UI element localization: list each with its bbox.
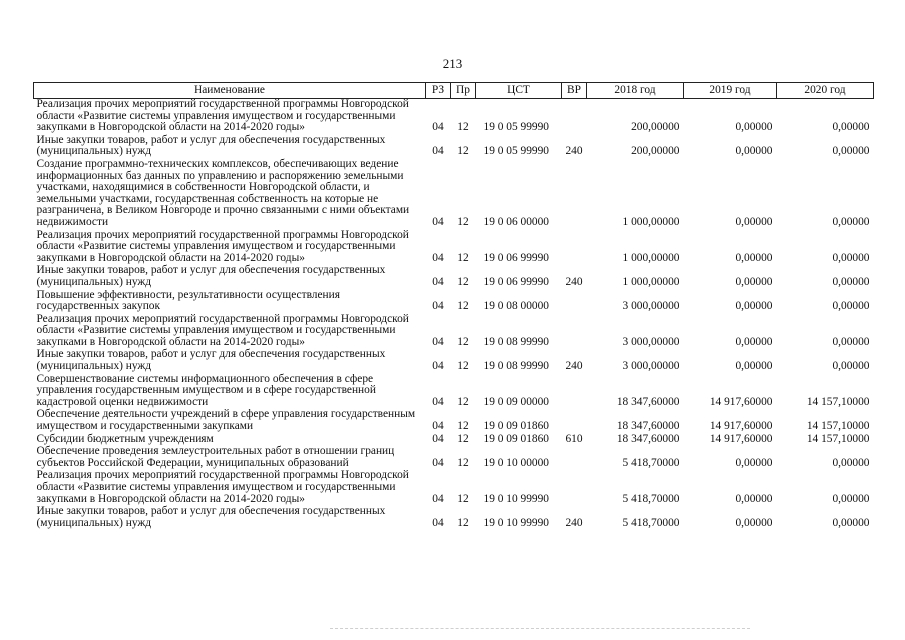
row-2019: 0,00000: [735, 335, 773, 348]
row-cst: 19 0 06 99990: [483, 251, 549, 264]
row-2018: 5 418,70000: [622, 516, 680, 529]
row-pr: 12: [457, 145, 469, 158]
row-2018: 1 000,00000: [622, 251, 680, 264]
row-name: Совершенствование системы информационного обеспечения в сфере управления государственным имуществом и в сфере государственной кадастровой оценки недвижимости: [36, 372, 376, 408]
row-name: Реализация прочих мероприятий государственной программы Новгородской области «Развитие системы управления имуществом и государственными закупками в Новгородской области на 2014-2020 годы»: [36, 312, 409, 348]
row-2020: 0,00000: [832, 492, 870, 505]
row-2019: 0,00000: [735, 516, 773, 529]
row-2019: 0,00000: [735, 121, 773, 134]
header-cst: ЦСТ: [476, 83, 562, 99]
row-pr: 12: [457, 335, 469, 348]
row-name: Иные закупки товаров, работ и услуг для обеспечения государственных (муниципальных) нужд: [36, 505, 386, 529]
page-number: 213: [442, 56, 463, 71]
row-rz: 04: [432, 456, 444, 469]
row-cst: 19 0 09 01860: [483, 432, 549, 445]
row-2018: 5 418,70000: [622, 492, 680, 505]
row-2019: 14 917,60000: [709, 395, 773, 408]
row-2020: 0,00000: [832, 121, 870, 134]
row-2018: 3 000,00000: [622, 335, 680, 348]
row-2019: 0,00000: [735, 360, 773, 373]
table-row: [34, 99, 874, 135]
row-cst: 19 0 05 99990: [483, 121, 549, 134]
row-2019: 0,00000: [735, 300, 773, 313]
row-cst: 19 0 10 99990: [483, 492, 549, 505]
row-2020: 0,00000: [832, 300, 870, 313]
row-2018: 1 000,00000: [622, 215, 680, 228]
row-2018: 5 418,70000: [622, 456, 680, 469]
row-pr: 12: [457, 395, 469, 408]
header-2018: 2018 год: [587, 83, 684, 99]
row-vr: 240: [565, 275, 583, 288]
row-2020: 0,00000: [832, 215, 870, 228]
row-vr: [562, 446, 587, 470]
row-cst: 19 0 08 99990: [483, 335, 549, 348]
row-vr: [562, 374, 587, 410]
row-pr: 12: [457, 121, 469, 134]
row-vr: [562, 314, 587, 350]
row-rz: 04: [432, 492, 444, 505]
row-vr: [562, 470, 587, 506]
row-2019: 0,00000: [735, 145, 773, 158]
row-rz: 04: [432, 420, 444, 433]
row-pr: 12: [457, 516, 469, 529]
row-cst: 19 0 09 01860: [483, 420, 549, 433]
row-2018: 3 000,00000: [622, 360, 680, 373]
row-pr: 12: [457, 360, 469, 373]
row-2019: 14 917,60000: [709, 420, 773, 433]
table-body: [34, 99, 874, 531]
page-bottom-artifact: [330, 628, 750, 631]
table-row: [34, 314, 874, 350]
row-rz: 04: [432, 251, 444, 264]
row-2020: 14 157,10000: [806, 432, 870, 445]
row-name: Реализация прочих мероприятий государственной программы Новгородской области «Развитие системы управления имуществом и государственными закупками в Новгородской области на 2014-2020 годы»: [36, 228, 409, 264]
row-cst: 19 0 08 99990: [483, 360, 549, 373]
row-2019: 0,00000: [735, 215, 773, 228]
row-2019: 0,00000: [735, 492, 773, 505]
row-name: Создание программно-технических комплексов, обеспечивающих ведение информационных баз данных по управлению и распоряжению земельными участками, находящимися в собственности Новгородской области, и земельными участками, государственная собственность на которые не разграничена, в Великом Новгороде и прочно связанными с ними объектами недвижимости: [36, 157, 410, 228]
row-name: Иные закупки товаров, работ и услуг для обеспечения государственных (муниципальных) нужд: [36, 348, 386, 373]
row-rz: 04: [432, 145, 444, 158]
row-vr: 240: [565, 145, 583, 158]
header-vr: ВР: [562, 83, 587, 99]
header-2020: 2020 год: [777, 83, 874, 99]
row-rz: 04: [432, 432, 444, 445]
table-row: [34, 409, 874, 433]
row-2018: 200,00000: [631, 121, 680, 134]
row-rz: 04: [432, 215, 444, 228]
row-rz: 04: [432, 335, 444, 348]
table-row: [34, 265, 874, 289]
header-name: Наименование: [34, 83, 426, 99]
row-2018: 18 347,60000: [616, 432, 680, 445]
table-row: [34, 230, 874, 266]
row-vr: [562, 409, 587, 433]
row-name: Иные закупки товаров, работ и услуг для обеспечения государственных (муниципальных) нужд: [36, 264, 386, 288]
row-vr: 240: [565, 516, 583, 529]
row-2020: 0,00000: [832, 360, 870, 373]
row-vr: 610: [565, 432, 583, 445]
row-2018: 1 000,00000: [622, 275, 680, 288]
row-name: Реализация прочих мероприятий государственной программы Новгородской области «Развитие системы управления имуществом и государственными закупками в Новгородской области на 2014-2020 годы»: [36, 469, 409, 505]
row-cst: 19 0 08 00000: [483, 300, 549, 313]
row-rz: 04: [432, 516, 444, 529]
row-cst: 19 0 06 00000: [483, 215, 549, 228]
row-rz: 04: [432, 121, 444, 134]
row-pr: 12: [457, 432, 469, 445]
row-name: Иные закупки товаров, работ и услуг для обеспечения государственных (муниципальных) нужд: [36, 133, 386, 158]
row-cst: 19 0 09 00000: [483, 395, 549, 408]
table-row: [34, 290, 874, 314]
row-2020: 0,00000: [832, 251, 870, 264]
row-pr: 12: [457, 275, 469, 288]
row-pr: 12: [457, 456, 469, 469]
row-2020: 14 157,10000: [806, 395, 870, 408]
row-pr: 12: [457, 300, 469, 313]
row-cst: 19 0 10 00000: [483, 456, 549, 469]
header-rz: РЗ: [426, 83, 451, 99]
table-row: [34, 506, 874, 530]
row-rz: 04: [432, 395, 444, 408]
table-row: [34, 159, 874, 230]
row-name: Повышение эффективности, результативности осуществления государственных закупок: [36, 288, 340, 313]
row-name: Обеспечение проведения землеустроительных работ в отношении границ субъектов Российской Федерации, муниципальных образований: [36, 445, 395, 469]
row-pr: 12: [457, 492, 469, 505]
row-2018: 200,00000: [631, 145, 680, 158]
row-vr: [562, 99, 587, 135]
table-row: [34, 374, 874, 410]
row-name: Реализация прочих мероприятий государственной программы Новгородской области «Развитие системы управления имуществом и государственными закупками в Новгородской области на 2014-2020 годы»: [36, 98, 409, 134]
row-2020: 0,00000: [832, 145, 870, 158]
row-2020: 0,00000: [832, 335, 870, 348]
row-2019: 14 917,60000: [709, 432, 773, 445]
row-vr: 240: [565, 360, 583, 373]
row-cst: 19 0 06 99990: [483, 275, 549, 288]
row-2020: 14 157,10000: [806, 420, 870, 433]
row-cst: 19 0 10 99990: [483, 516, 549, 529]
table-row: [34, 446, 874, 470]
table-header: [34, 83, 874, 99]
row-2019: 0,00000: [735, 275, 773, 288]
table-row: [34, 349, 874, 373]
row-2019: 0,00000: [735, 456, 773, 469]
table-row: [34, 135, 874, 159]
row-2020: 0,00000: [832, 456, 870, 469]
row-2019: 0,00000: [735, 251, 773, 264]
header-2019: 2019 год: [684, 83, 777, 99]
row-2020: 0,00000: [832, 275, 870, 288]
row-vr: [562, 159, 587, 230]
row-vr: [562, 290, 587, 314]
row-2020: 0,00000: [832, 516, 870, 529]
row-pr: 12: [457, 215, 469, 228]
row-pr: 12: [457, 420, 469, 433]
row-cst: 19 0 05 99990: [483, 145, 549, 158]
table-row: [34, 470, 874, 506]
row-2018: 3 000,00000: [622, 300, 680, 313]
row-2018: 18 347,60000: [616, 420, 680, 433]
row-rz: 04: [432, 360, 444, 373]
budget-table: [33, 82, 874, 530]
row-pr: 12: [457, 251, 469, 264]
row-name: Субсидии бюджетным учреждениям: [36, 432, 214, 445]
header-pr: Пр: [451, 83, 476, 99]
row-name: Обеспечение деятельности учреждений в сфере управления государственным имуществом и государственными закупками: [36, 408, 416, 433]
row-rz: 04: [432, 275, 444, 288]
row-rz: 04: [432, 300, 444, 313]
row-2018: 18 347,60000: [616, 395, 680, 408]
row-vr: [562, 230, 587, 266]
